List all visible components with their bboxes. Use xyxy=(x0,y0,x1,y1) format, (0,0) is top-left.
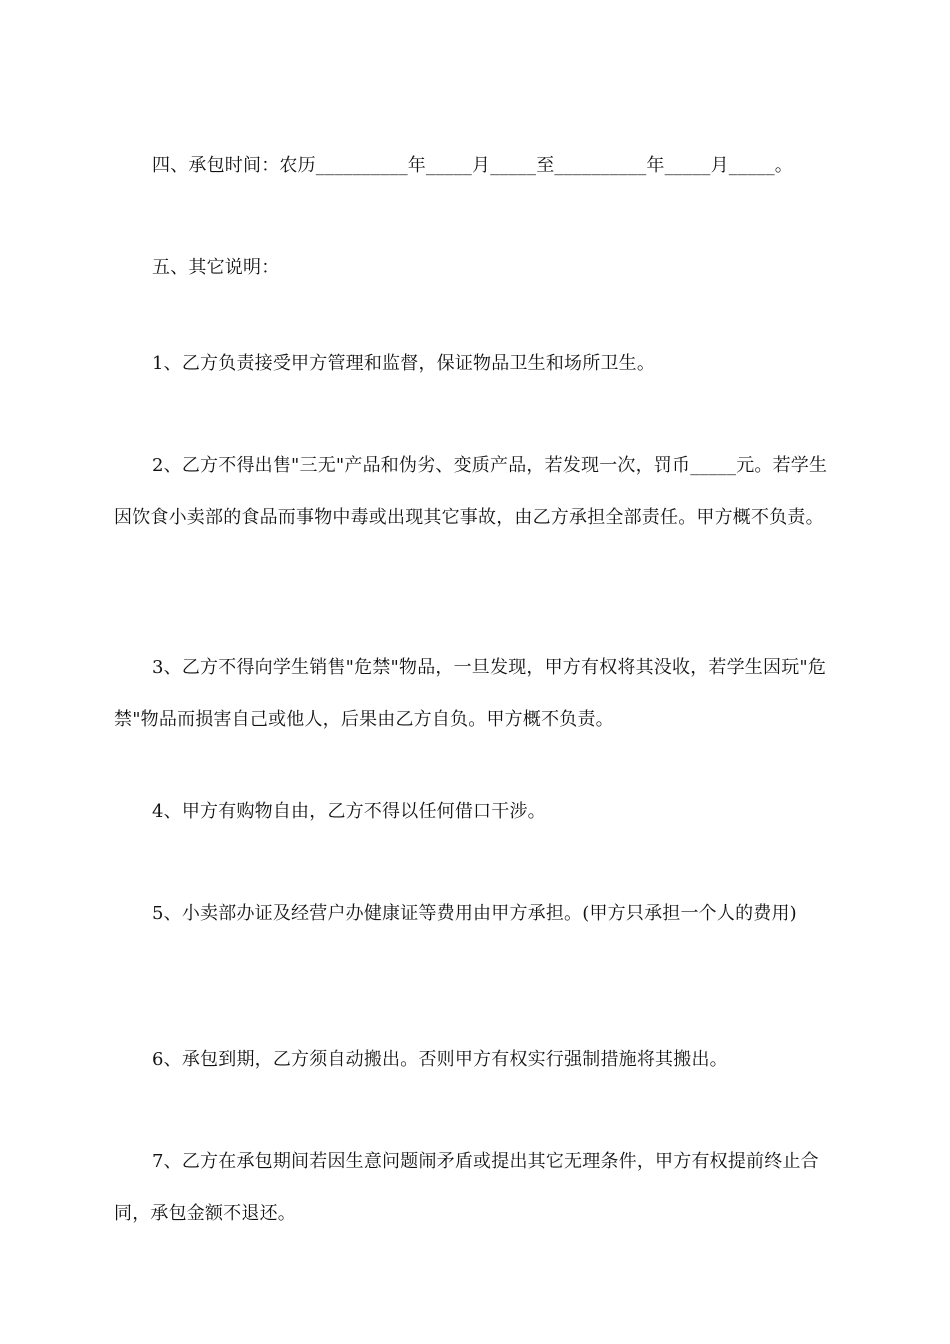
contract-term-paragraph: 四、承包时间：农历__________年_____月_____至__________年_____月_____。 xyxy=(152,155,793,176)
clause-7-paragraph: 7、乙方在承包期间若因生意问题闹矛盾或提出其它无理条件，甲方有权提前终止合同，承包金额不退还。 xyxy=(114,1151,819,1224)
clause-3-paragraph: 3、乙方不得向学生销售"危禁"物品，一旦发现，甲方有权将其没收，若学生因玩"危禁"物品而损害自己或他人，后果由乙方自负。甲方概不负责。 xyxy=(114,657,827,730)
clause-1-paragraph: 1、乙方负责接受甲方管理和监督，保证物品卫生和场所卫生。 xyxy=(152,353,656,374)
other-notes-heading: 五、其它说明： xyxy=(152,257,280,278)
clause-5-paragraph: 5、小卖部办证及经营户办健康证等费用由甲方承担。(甲方只承担一个人的费用) xyxy=(152,903,797,924)
clause-6-paragraph: 6、承包到期，乙方须自动搬出。否则甲方有权实行强制措施将其搬出。 xyxy=(152,1049,728,1070)
clause-4-paragraph: 4、甲方有购物自由，乙方不得以任何借口干涉。 xyxy=(152,801,546,822)
clause-2-paragraph: 2、乙方不得出售"三无"产品和伪劣、变质产品，若发现一次，罚币_____元。若学生因饮食小卖部的食品而事物中毒或出现其它事故，由乙方承担全部责任。甲方概不负责。 xyxy=(114,455,828,528)
